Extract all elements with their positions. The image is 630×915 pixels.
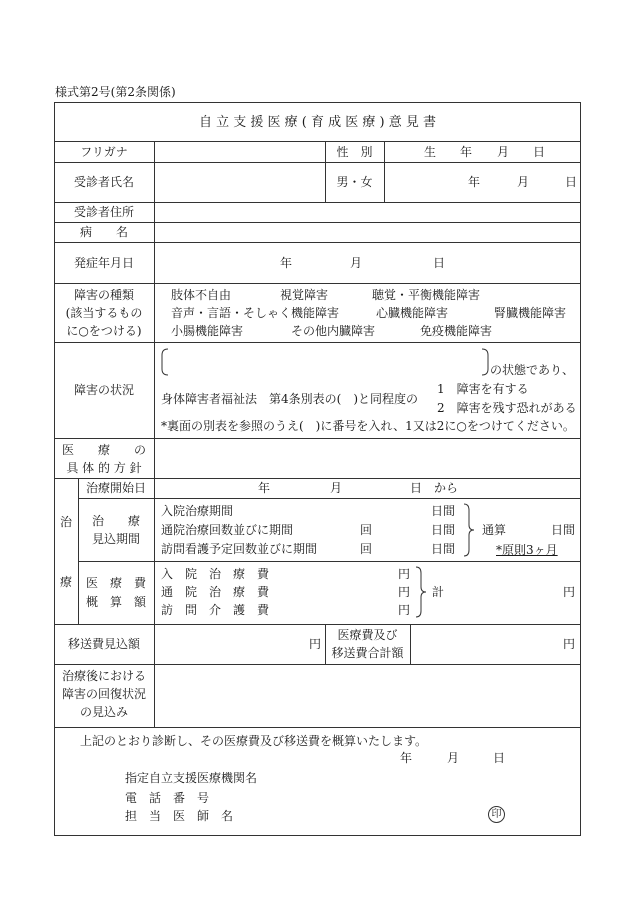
row-line: [54, 438, 581, 439]
type-immune: 免疫機能障害: [420, 324, 493, 338]
row-line: [54, 162, 581, 163]
row-line: [54, 342, 581, 343]
yen-visiting: 円: [398, 603, 411, 617]
inpatient-days: 日間: [431, 504, 456, 518]
outpatient-period: 通院治療回数並びに期間: [161, 523, 294, 537]
declaration-text: 上記のとおり診断し、その医療費及び移送費を概算いたします。: [80, 734, 428, 748]
phone-label: 電 話 番 号: [125, 791, 210, 805]
recovery-label-2: 障害の回復状況: [61, 687, 146, 701]
disability-status-label: 障害の状況: [73, 383, 134, 397]
combined-label-1: 医療費及び: [337, 628, 398, 642]
furigana-label: フリガナ: [80, 145, 128, 159]
institution-label: 指定自立支援医療機関名: [125, 771, 258, 785]
type-kidney: 腎臓機能障害: [494, 306, 567, 320]
medical-policy-label-2: 具 体 的 方 針: [66, 461, 142, 475]
status-suffix: の状態であり、: [490, 363, 575, 377]
row-line: [54, 624, 581, 625]
seal-mark: [488, 806, 505, 823]
cost-label-1: 医 療 費: [85, 576, 146, 590]
recovery-label-3: の見込み: [79, 705, 128, 719]
status-option-2: 2 障害を残す恐れがある: [437, 401, 577, 415]
type-physical: 肢体不自由: [171, 288, 232, 302]
medical-policy-label-1: 医 療 の: [61, 443, 146, 457]
disability-type-label-2: (該当するもの: [65, 306, 143, 320]
form-id: 様式第2号(第2条関係): [55, 85, 176, 99]
birth-day: 日: [533, 145, 546, 159]
row-line: [54, 141, 581, 142]
inpatient-period: 入院治療期間: [161, 504, 234, 518]
transport-label: 移送費見込額: [67, 637, 140, 651]
col-line: [384, 141, 385, 202]
birth-sei: 生: [424, 145, 437, 159]
treatment-side-2: 療: [59, 575, 72, 589]
col-line: [154, 141, 155, 727]
combined-yen: 円: [563, 637, 576, 651]
sign-year: 年: [400, 751, 413, 765]
sign-month: 月: [447, 751, 460, 765]
visiting-times: 回: [360, 542, 373, 556]
status-law-text: 身体障害者福祉法 第4条別表の( )と同程度の: [161, 392, 418, 406]
row-line: [54, 242, 581, 243]
disability-type-label-3: に○をつける): [66, 324, 142, 338]
onset-day: 日: [433, 256, 446, 270]
address-label: 受診者住所: [73, 205, 134, 219]
disability-type-label-1: 障害の種類: [73, 288, 134, 302]
type-visual: 視覚障害: [280, 288, 329, 302]
row-line: [54, 222, 581, 223]
period-label-1: 治 療: [91, 514, 140, 528]
row-line: [54, 478, 581, 479]
start-month: 月: [330, 481, 343, 495]
outpatient-days: 日間: [431, 523, 456, 537]
form-title: 自 立 支 援 医 療 ( 育 成 医 療 ) 意 見 書: [199, 115, 436, 130]
cost-visiting: 訪 問 介 護 費: [161, 603, 270, 617]
sex-value: 男・女: [336, 175, 373, 189]
status-option-1: 1 障害を有する: [437, 382, 529, 396]
row-line: [54, 202, 581, 203]
row-line: [54, 283, 581, 284]
seal-text: 印: [491, 809, 502, 820]
cost-inpatient: 入 院 治 療 費: [161, 567, 270, 581]
col-line: [410, 624, 411, 664]
start-day: 日: [410, 481, 423, 495]
frame-bottom: [54, 835, 581, 836]
row-line: [54, 727, 581, 728]
frame-top: [54, 102, 581, 103]
doctor-label: 担 当 医 師 名: [125, 809, 234, 823]
visiting-period: 訪問看護予定回数並びに期間: [161, 542, 318, 556]
type-heart: 心臓機能障害: [376, 306, 449, 320]
onset-month: 月: [350, 256, 363, 270]
rule-note: *原則3ヶ月: [496, 543, 558, 557]
status-note: *裏面の別表を参照のうえ( )に番号を入れ、1又は2に○をつけてください。: [161, 419, 575, 433]
date-year: 年: [468, 175, 481, 189]
status-bracket-right: [480, 348, 490, 376]
type-hearing: 聴覚・平衡機能障害: [372, 288, 481, 302]
outpatient-times: 回: [360, 523, 373, 537]
type-other-organ: その他内臓障害: [291, 324, 376, 338]
date-month: 月: [517, 175, 530, 189]
cost-brace: [414, 566, 428, 618]
yen-inpatient: 円: [398, 567, 411, 581]
start-from: から: [434, 481, 459, 495]
birth-month: 月: [497, 145, 510, 159]
treatment-start-label: 治療開始日: [85, 481, 146, 495]
type-speech: 音声・言語・そしゃく機能障害: [171, 306, 340, 320]
date-day: 日: [565, 175, 578, 189]
total-period-unit: 日間: [551, 523, 576, 537]
treatment-side-1: 治: [59, 515, 72, 529]
sex-label: 性 別: [336, 145, 373, 159]
visiting-days: 日間: [431, 542, 456, 556]
cost-outpatient: 通 院 治 療 費: [161, 585, 270, 599]
cost-total-label: 計: [432, 585, 445, 599]
status-bracket-left: [160, 348, 170, 376]
recovery-label-1: 治療後における: [61, 669, 146, 683]
type-intestine: 小腸機能障害: [171, 324, 244, 338]
row-line: [54, 664, 581, 665]
cost-total-yen: 円: [563, 585, 576, 599]
total-period-label: 通算: [482, 523, 507, 537]
patient-name-label: 受診者氏名: [73, 175, 134, 189]
start-year: 年: [258, 481, 271, 495]
combined-label-2: 移送費合計額: [331, 646, 404, 660]
onset-year: 年: [280, 256, 293, 270]
disease-label: 病 名: [79, 225, 128, 239]
sign-day: 日: [493, 751, 506, 765]
frame-right: [580, 102, 581, 835]
yen-outpatient: 円: [398, 585, 411, 599]
transport-yen: 円: [309, 637, 322, 651]
period-brace: [462, 503, 476, 557]
birth-year: 年: [460, 145, 473, 159]
cost-label-2: 概 算 額: [85, 595, 146, 609]
onset-label: 発症年月日: [73, 256, 134, 270]
period-label-2: 見込期間: [91, 532, 140, 546]
